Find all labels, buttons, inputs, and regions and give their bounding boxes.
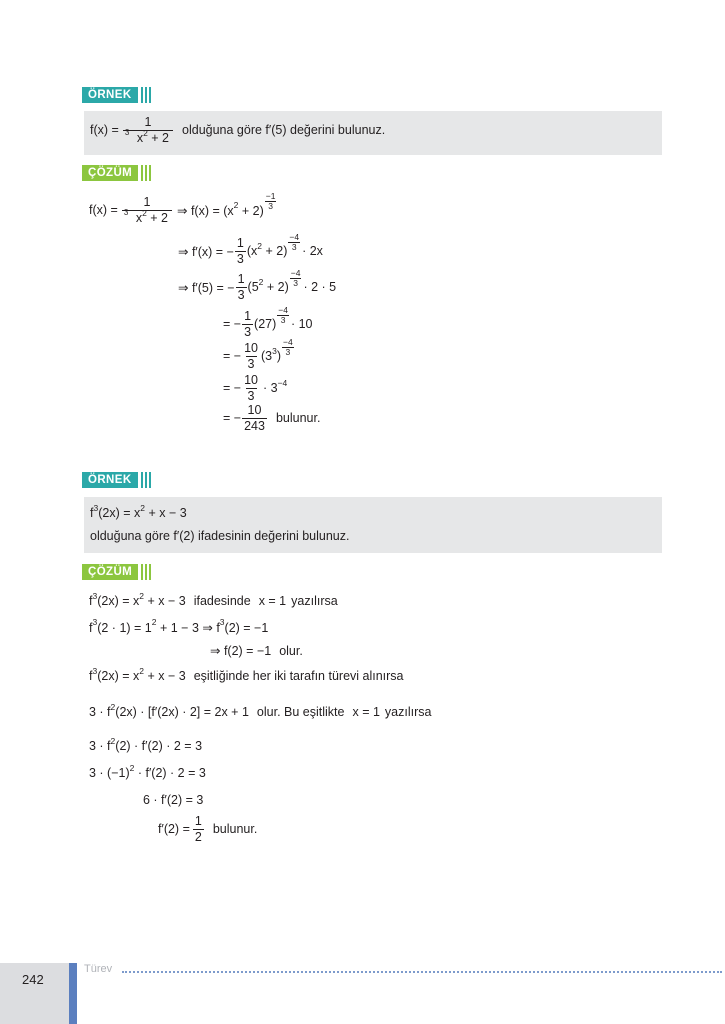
example1-step-0: f(x) = 1 3 $x^2 + 2$ ⇒ $f(x) = (x^2 + 2)$ −1 3 — [89, 191, 276, 225]
ornek-badge: ÖRNEK — [82, 87, 151, 103]
page-number: 242 — [22, 972, 44, 987]
example2-equation: $f^3(2x) = x^2 + x - 3$ — [90, 503, 187, 520]
example2-step-0: $f^3(2x) = x^2 + x - 3$ ifadesinde x = 1 yazılırsa — [89, 591, 338, 608]
footer-divider — [122, 971, 722, 973]
chapter-title: Türev — [84, 963, 113, 975]
ornek-badge-2: ÖRNEK — [82, 472, 151, 488]
cozum-badge: ÇÖZÜM — [82, 165, 151, 181]
example2-step-3: $f^3(2x) = x^2 + x - 3$ eşitliğinde her iki tarafın türevi alınırsa — [89, 666, 404, 683]
example2-step-6: $3 \cdot (-1)^2 \cdot f'(2) \cdot 2 = 3$ — [89, 763, 206, 780]
footer-accent-bar — [69, 963, 77, 1024]
example1-question-box — [84, 111, 662, 155]
example1-step-5: = − $\frac{10}{3}$ · $3^{-4}$ — [223, 373, 288, 403]
example2-step-1: $f^3(2 \cdot 1) = 1^2 + 1 - 3$ ⇒ $f^3(2) = -1$ — [89, 617, 269, 635]
example1-step-3: = − $\frac{1}{3}$ (27) −4 3 · 10 — [223, 305, 313, 339]
example2-question: olduğuna göre f′(2) ifadesinin değerini bulunuz. — [90, 529, 350, 543]
example2-question-box — [84, 497, 662, 553]
cozum-badge-2: ÇÖZÜM — [82, 564, 151, 580]
example1-question: f(x) = 1 3 $x^2 + 2$ olduğuna göre f′(5) değerini bulunuz. — [90, 115, 386, 145]
example1-step-1: ⇒ f′(x) = − $\frac{1}{3}$ $(x^2 + 2)$ −4 3 · 2x — [178, 232, 323, 266]
example2-step-2: ⇒ f(2) = −1 olur. — [210, 643, 303, 658]
example1-step-2: ⇒ f′(5) = − $\frac{1}{3}$ $(5^2 + 2)$ −4 3 · 2 · 5 — [178, 268, 337, 302]
example2-step-7: 6 · f′(2) = 3 — [143, 793, 204, 807]
example2-step-8: f′(2) = $\frac{1}{2}$ bulunur. — [158, 814, 258, 844]
example1-step-6: = − $\frac{10}{243}$ bulunur. — [223, 403, 321, 433]
example2-step-4: $3 \cdot f^2(2x) \cdot [f'(2x) \cdot 2] = 2x + 1$ olur. Bu eşitlikte x = 1 yazılırsa — [89, 702, 432, 719]
example1-step-4: = − $\frac{10}{3}$ $(3^3)$ −4 3 — [223, 337, 293, 371]
example2-step-5: $3 \cdot f^2(2) \cdot f'(2) \cdot 2 = 3$ — [89, 736, 203, 753]
